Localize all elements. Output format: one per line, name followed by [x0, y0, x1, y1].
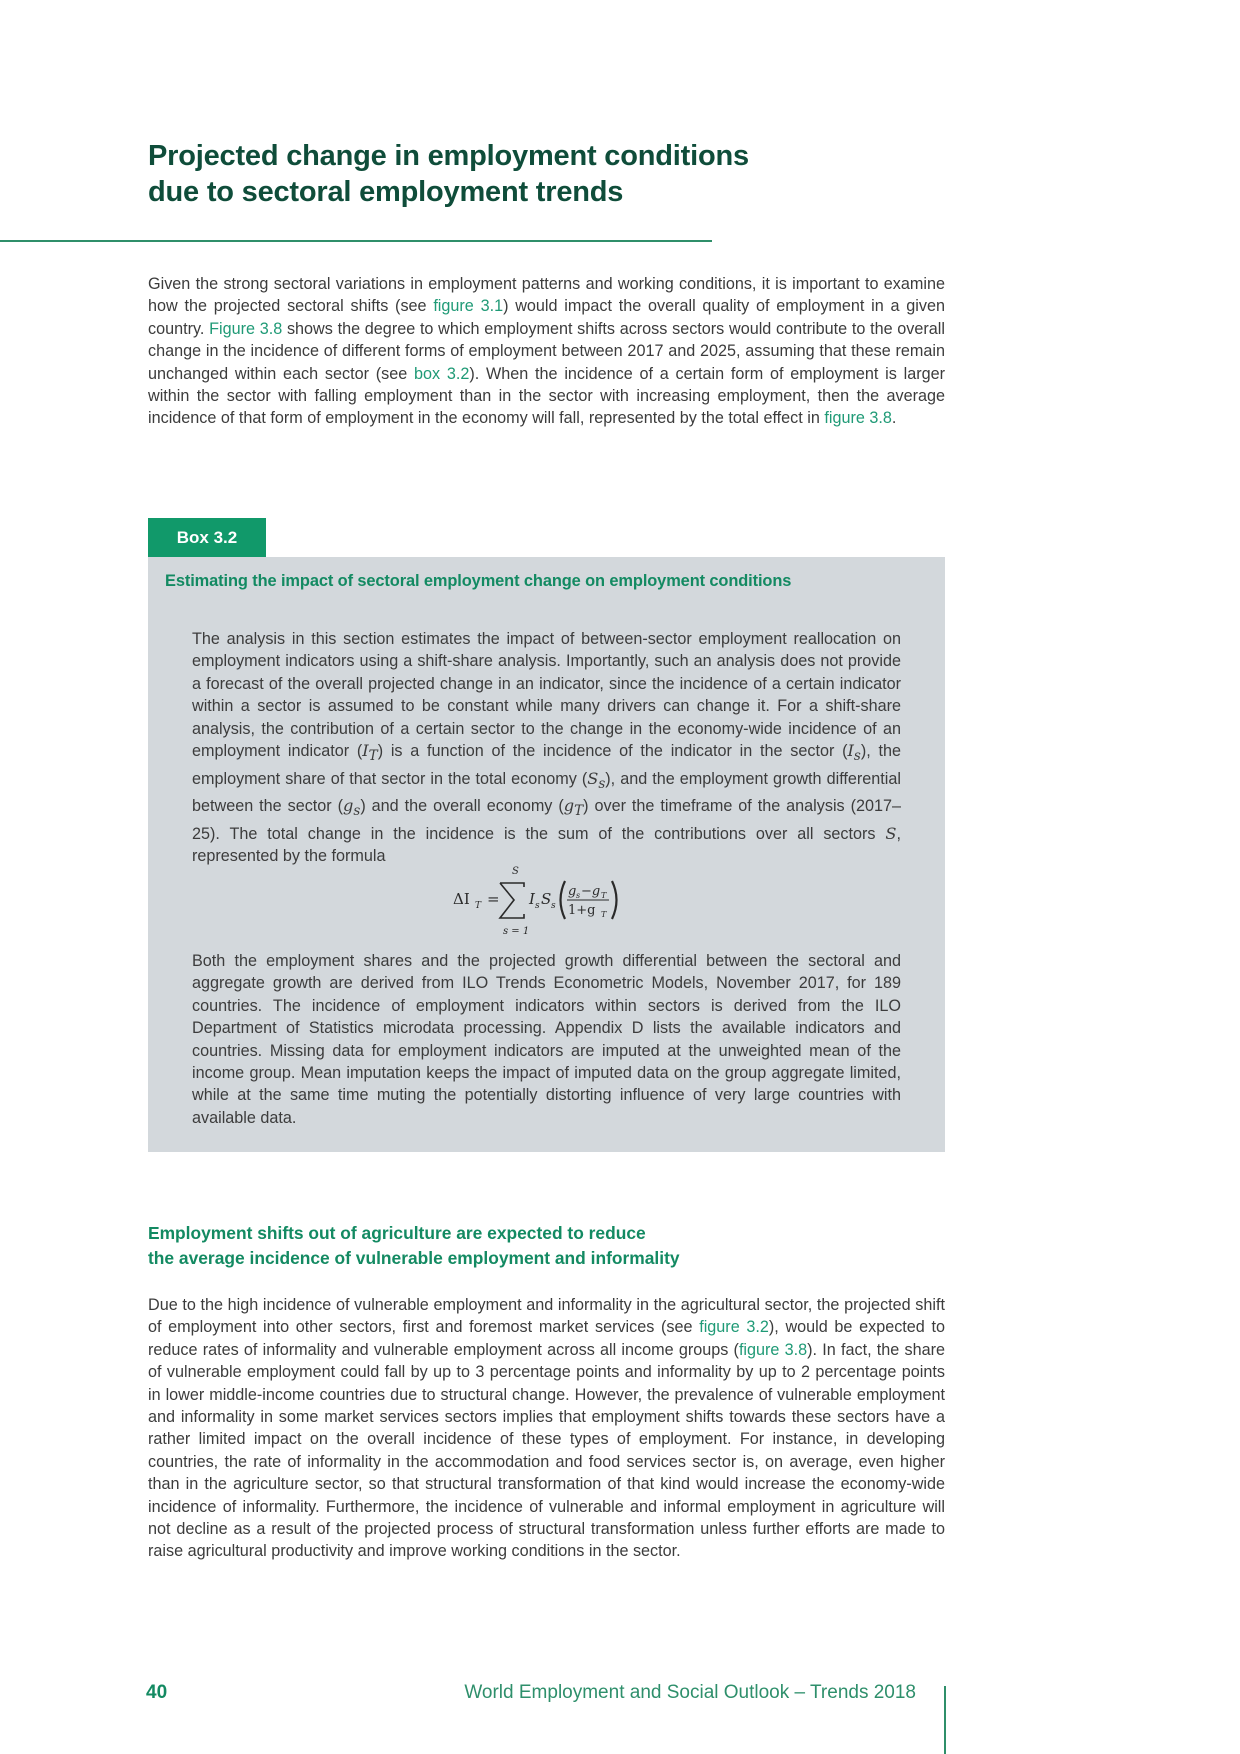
math-symbol: S: [587, 768, 599, 788]
link-figure-3-8[interactable]: Figure 3.8: [209, 319, 283, 338]
shift-share-formula: [448, 863, 668, 938]
formula-sum-upper: S: [512, 866, 519, 877]
link-box-3-2[interactable]: box 3.2: [413, 364, 470, 383]
link-figure-3-2[interactable]: figure 3.2: [699, 1318, 769, 1337]
formula-equals: =: [487, 890, 500, 908]
section-text: ). In fact, the share of vulnerable employment could fall by up to 3 percentage points and informality by up to 2 percentage points in lower middle-income countries due to structural change. However, the prevalence of vulnerable employment and informality in some market services sectors implies that employment shifts towards these sectors have a rather limited impact on the overall incidence of these types of employment. For instance, in developing countries, the rate of informality in the accommodation and food services sector is, on average, even higher than in the agriculture sector, so that structural transformation of that kind would increase the economy-wide incidence of informality. Furthermore, the incidence of vulnerable and informal employment in agriculture will not decline as a result of the projected process of structural transformation unless further efforts are made to raise agricultural productivity and improve working conditions in the sector.: [148, 1340, 945, 1561]
math-symbol: S: [885, 823, 897, 843]
formula-term-s: S: [541, 890, 552, 908]
link-figure-3-8[interactable]: figure 3.8: [738, 1340, 808, 1359]
link-figure-3-8[interactable]: figure 3.8: [824, 409, 892, 428]
title-line-1: Projected change in employment conditions: [148, 140, 749, 172]
formula-sum-lower: s = 1: [503, 926, 530, 937]
intro-text: Given the strong sectoral variations in employment patterns and working conditions, it is important to examine how the projected sectoral shifts (see: [148, 275, 945, 316]
math-symbol: g: [343, 796, 354, 816]
page-number: 40: [146, 1682, 168, 1703]
box-text: ), and the employment growth differential between the sector (: [192, 769, 901, 816]
math-subscript: s: [598, 775, 606, 792]
formula-numerator-gt: −g: [581, 884, 601, 899]
left-paren-icon: [561, 881, 566, 919]
title-divider: [0, 240, 712, 242]
section-paragraph: [148, 1294, 945, 1563]
link-figure-3-1[interactable]: figure 3.1: [433, 297, 504, 316]
box-text: ), the employment share of that sector in the total economy (: [192, 742, 901, 788]
formula-term-s-subscript: s: [551, 901, 556, 911]
formula-term-i-subscript: s: [535, 901, 540, 911]
section-heading: [148, 1221, 848, 1271]
box-text: ) is a function of the incidence of the indicator in the sector (: [377, 742, 848, 761]
formula-numerator-gs-subscript: s: [576, 891, 581, 900]
math-subscript: s: [853, 748, 861, 765]
publication-title: World Employment and Social Outlook – Trends 2018: [464, 1682, 916, 1703]
formula-lhs: ΔI: [453, 890, 470, 908]
formula-numerator-gt-subscript: T: [601, 891, 607, 900]
section-heading-line-2: the average incidence of vulnerable employment and informality: [148, 1248, 680, 1268]
right-paren-icon: [612, 881, 617, 919]
intro-text: ). When the incidence of a certain form of employment is larger within the sector with falling employment than in the sector with increasing employment, then the average incidence of that form of employment in the economy will fall, represented by the total effect in: [148, 364, 945, 428]
box-text: ) and the overall economy (: [360, 797, 564, 816]
box-text: , represented by the formula: [192, 824, 901, 866]
math-symbol: g: [563, 796, 575, 816]
box-text: ) over the timeframe of the analysis (2017–25). The total change in the incidence is the sum of the contributions over all sectors: [192, 797, 902, 843]
sigma-icon: [500, 883, 524, 918]
box-title: Estimating the impact of sectoral employment change on employment conditions: [165, 572, 792, 590]
math-symbol: I: [847, 741, 854, 761]
box-label: Box 3.2: [148, 518, 266, 557]
box-text: The analysis in this section estimates the impact of between-sector employment reallocation on employment indicators using a shift-share analysis. Importantly, such an analysis does not provide a forecast of the overall projected change in an indicator, since the incidence of a certain indicator within a sector is assumed to be constant while many drivers can change it. For a shift-share analysis, the contribution of a certain sector to the change in the economy-wide incidence of an employment indicator (: [192, 630, 901, 761]
box-panel: [148, 557, 945, 1152]
math-subscript: s: [353, 803, 361, 820]
page-title: [148, 138, 768, 210]
formula-denominator: 1+g: [568, 903, 596, 918]
formula-numerator-gs: g: [568, 884, 577, 899]
intro-text: .: [891, 409, 897, 428]
formula-term-i: I: [529, 890, 535, 908]
formula-denominator-subscript: T: [601, 910, 607, 919]
section-text: Due to the high incidence of vulnerable employment and informality in the agricultural sector, the projected shift of employment into other sectors, first and foremost market services (see: [148, 1296, 945, 1337]
math-symbol: I: [362, 741, 369, 761]
box-paragraph: [192, 628, 901, 868]
section-text: ), would be expected to reduce rates of informality and vulnerable employment across all income groups (: [148, 1318, 945, 1359]
math-subscript: T: [574, 803, 584, 820]
section-heading-line-1: Employment shifts out of agriculture are expected to reduce: [148, 1223, 646, 1243]
math-subscript: T: [368, 748, 378, 765]
intro-text: shows the degree to which employment shifts across sectors would contribute to the overall change in the incidence of different forms of employment between 2017 and 2025, assuming that these remain unchanged within each sector (see: [148, 319, 945, 383]
intro-text: ) would impact the overall quality of employment in a given country.: [148, 297, 945, 338]
title-line-2: due to sectoral employment trends: [148, 176, 624, 208]
footer-divider: [944, 1686, 946, 1754]
intro-paragraph: [148, 273, 945, 430]
formula-lhs-subscript: T: [475, 901, 482, 911]
box-paragraph: Both the employment shares and the projected growth differential between the sectoral and aggregate growth are derived from ILO Trends Econometric Models, November 2017, for 189 countries. The incidence of employment indicators within sectors is derived from the ILO Department of Statistics microdata processing. Appendix D lists the available indicators and countries. Missing data for employment indicators are imputed at the unweighted mean of the income group. Mean imputation keeps the impact of imputed data on the group aggregate limited, while at the same time muting the potentially distorting influence of very large countries with available data.: [192, 952, 901, 1127]
